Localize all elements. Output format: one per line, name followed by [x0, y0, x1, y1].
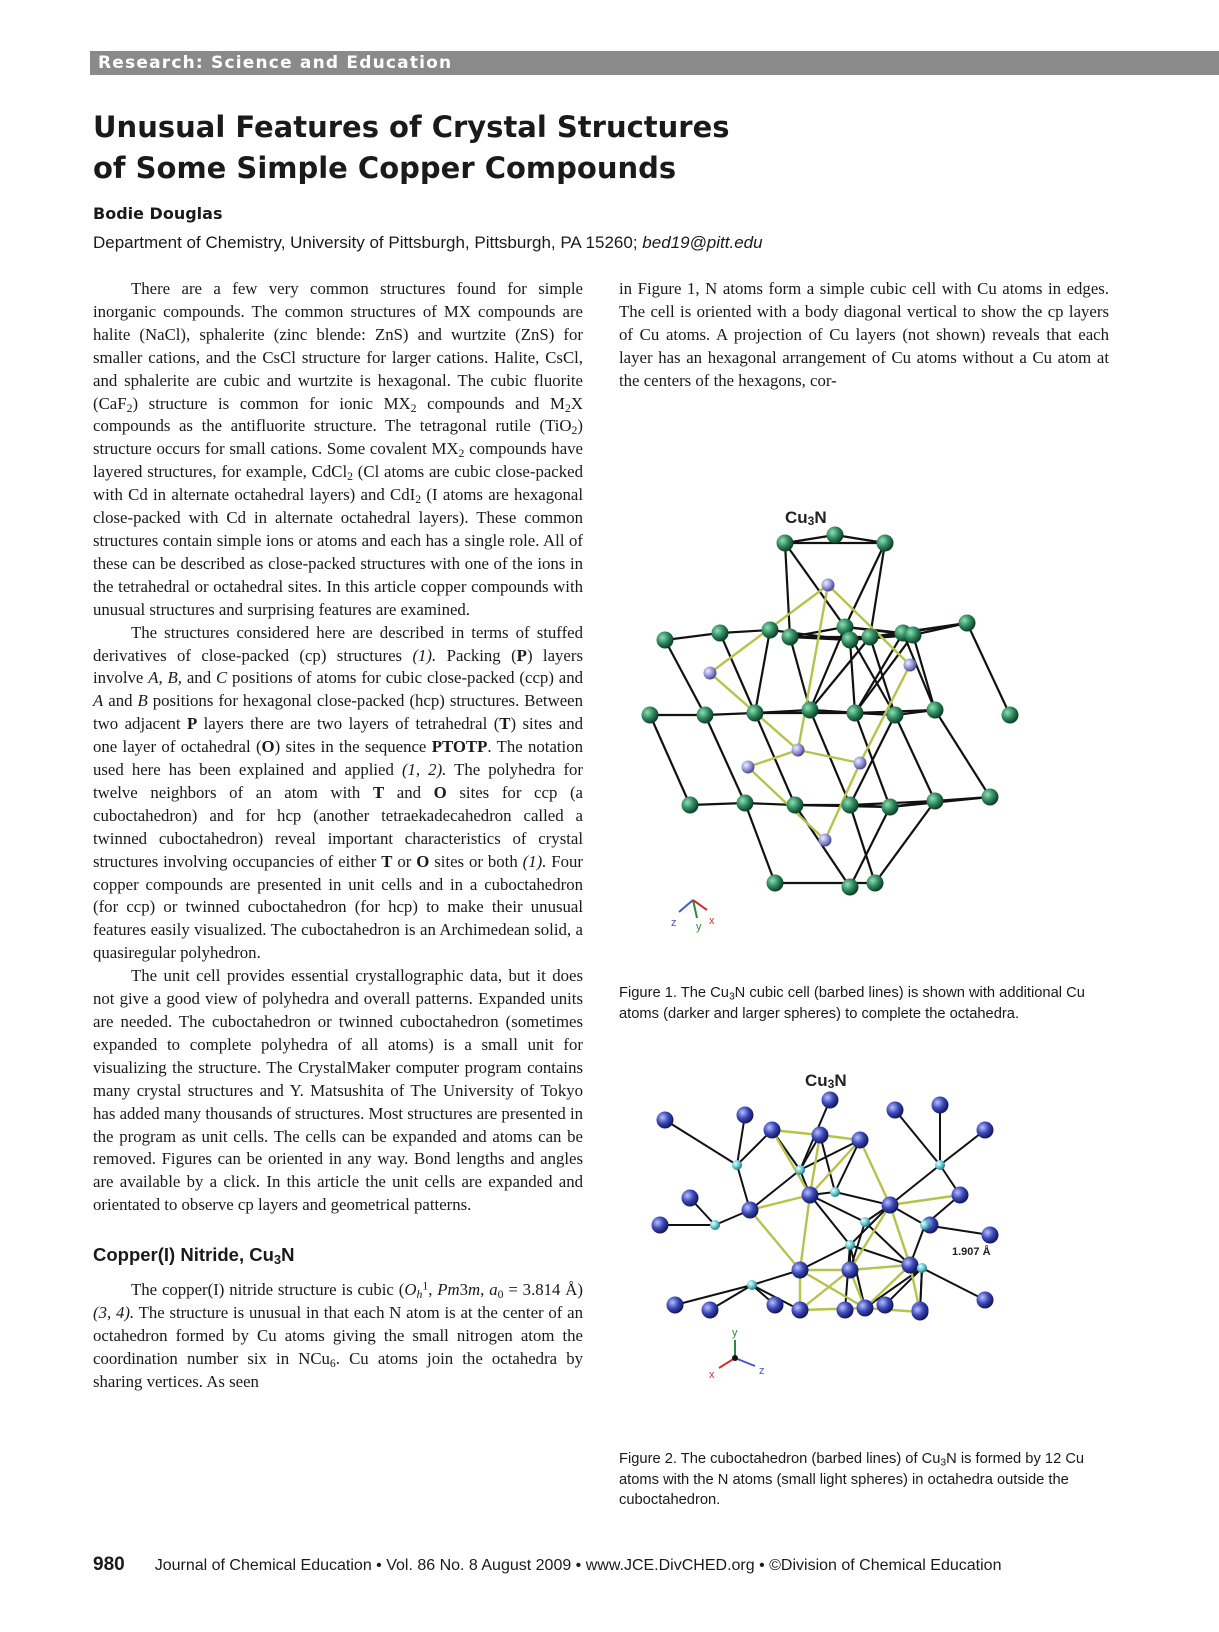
cu-atom: [742, 1202, 759, 1219]
bond-line: [895, 715, 935, 801]
svg-text:z: z: [759, 1365, 765, 1377]
cu-atom: [852, 1132, 869, 1149]
cu-atom: [842, 879, 859, 896]
cu-atom: [959, 615, 976, 632]
cu-atom: [862, 629, 879, 646]
citation: (3, 4).: [93, 1303, 135, 1323]
n-atom: [920, 1220, 930, 1230]
cu-atom: [787, 797, 804, 814]
bond-line: [650, 715, 690, 805]
figure-1-caption: Figure 1. The $Cu_3N$ cubic cell (barbed lines) is shown with additional Cu atoms (darker and larger spheres) to complete the octahedra.: [619, 985, 1085, 1022]
cu-atom: [1002, 707, 1019, 724]
n-atom: [935, 1160, 945, 1170]
n-atom: [704, 667, 717, 680]
bond-line: [800, 1195, 810, 1270]
cu-atom: [842, 797, 859, 814]
cu-atom: [737, 795, 754, 812]
bond-line: [798, 585, 828, 750]
cu-atom: [867, 875, 884, 892]
cu-atom: [977, 1292, 994, 1309]
citation: (1, 2).: [401, 760, 447, 780]
figure-1-axes-icon: [671, 900, 715, 933]
cu-atom: [792, 1302, 809, 1319]
cu-atom: [657, 632, 674, 649]
cu-atom: [952, 1187, 969, 1204]
cu-atom: [642, 707, 659, 724]
bond-line: [750, 1210, 800, 1270]
n-atom: [854, 757, 867, 770]
cu-atom: [847, 705, 864, 722]
bond-line: [865, 1268, 922, 1308]
bond-line: [785, 543, 790, 637]
cu-atom: [652, 1217, 669, 1234]
bond-line: [850, 1205, 890, 1270]
bond-line: [755, 630, 770, 713]
affiliation-text: Department of Chemistry, University of Pittsburgh, Pittsburgh, PA 15260;: [93, 233, 643, 252]
cu-atom: [887, 1102, 904, 1119]
bond-line: [720, 633, 755, 713]
bond-line: [675, 1285, 752, 1305]
cu-atom: [767, 875, 784, 892]
cu-atom: [932, 1097, 949, 1114]
cu-atom: [857, 1300, 874, 1317]
cu-atom: [697, 707, 714, 724]
n-atom: [819, 834, 832, 847]
cu-atom: [905, 627, 922, 644]
n-atom: [845, 1240, 855, 1250]
paragraph-cu3n-continued: in Figure 1, N atoms form a simple cubic cell with Cu atoms in edges. The cell is oriented with a body diagonal vertical to show the cp layers of Cu atoms. A projection of Cu layers (not shown) reveals that each layer has an hexagonal arrangement of Cu atoms without a Cu atom at the centers of the hexagons, cor-: [619, 279, 1109, 390]
svg-text:z: z: [671, 917, 677, 929]
n-atom: [732, 1160, 742, 1170]
svg-text:x: x: [709, 1369, 715, 1381]
cu-atom: [887, 707, 904, 724]
citation: (1).: [412, 645, 437, 665]
title-line-1: Unusual Features of Crystal Structures: [93, 110, 730, 144]
n-atom: [792, 744, 805, 757]
bond-line: [895, 1110, 940, 1165]
n-atom: [830, 1187, 840, 1197]
cu-atom: [682, 797, 699, 814]
cu-atom: [822, 1092, 839, 1109]
bond-line: [850, 1265, 910, 1270]
svg-text:x: x: [709, 915, 715, 927]
author-name: Bodie Douglas: [93, 204, 223, 223]
bond-line: [940, 1130, 985, 1165]
bond-line: [875, 801, 935, 883]
figure-2-cuboctahedron: [660, 1071, 1060, 1440]
author-email: bed19@pitt.edu: [642, 233, 763, 252]
figure-2-caption: Figure 2. The cuboctahedron (barbed lines) of $Cu_3N$ is formed by 12 Cu atoms with the N atoms (small light spheres) in octahedra outside the cuboctahedron.: [619, 1451, 1085, 1508]
cu-atom: [877, 535, 894, 552]
figure-1-label: $Cu_3N$: [785, 508, 827, 528]
article-title: [93, 107, 730, 189]
journal-citation: Journal of Chemical Education • Vol. 86 No. 8 August 2009 • www.JCE.DivCHED.org • ©Division of Chemical Education: [154, 1557, 1002, 1574]
bond-line: [922, 1268, 985, 1300]
n-atom: [710, 1220, 720, 1230]
figure-2-axes-icon: [709, 1327, 765, 1381]
cu-atom: [657, 1112, 674, 1129]
cu-atom: [667, 1297, 684, 1314]
bond-line: [785, 543, 845, 627]
bond-line: [850, 807, 890, 887]
cu-atom: [837, 1302, 854, 1319]
cu-atom: [802, 1187, 819, 1204]
cu-atom: [702, 1302, 719, 1319]
cu-atom: [842, 1262, 859, 1279]
cu-atom: [982, 1227, 999, 1244]
cu-atom: [977, 1122, 994, 1139]
n-atom: [742, 761, 755, 774]
title-line-2: of Some Simple Copper Compounds: [93, 151, 677, 185]
section-label: Research: Science and Education: [90, 51, 1219, 75]
cu-atom: [712, 625, 729, 642]
cu-atom: [737, 1107, 754, 1124]
n-atom: [822, 579, 835, 592]
figure-1-cu3n-cell: [645, 505, 1065, 970]
right-column: [619, 278, 1109, 393]
bond-line: [665, 640, 705, 715]
cu-atom: [877, 1297, 894, 1314]
bond-line: [745, 803, 775, 883]
n-atom: [747, 1280, 757, 1290]
bond-line: [935, 710, 990, 797]
cu-atom: [782, 629, 799, 646]
cu-atom: [842, 632, 859, 649]
n-atom: [795, 1165, 805, 1175]
cu-atom: [792, 1262, 809, 1279]
cu-atom: [912, 1304, 929, 1321]
cu-atom: [882, 799, 899, 816]
cu-atom: [777, 535, 794, 552]
cu-atom: [682, 1190, 699, 1207]
cu-atom: [927, 702, 944, 719]
bond-line: [820, 1135, 835, 1192]
bond-line: [913, 635, 935, 710]
page-number: 980: [93, 1554, 125, 1575]
paragraph-cu3n: The copper(I) nitride structure is cubic ($O_h^1$, Pm3m, $a_0 = 3.814$ Å) (3, 4). The structure is unusual in that each N atom is at the center of an octahedron formed by Cu atoms giving the small nitrogen atom the coordination number six in NCu$_6$. Cu atoms join the octahedra by sharing vertices. As seen: [93, 1279, 584, 1391]
left-column: [93, 278, 583, 1394]
bond-line: [800, 1308, 865, 1310]
figure-2-label: $Cu_3N$: [805, 1071, 847, 1091]
n-atom: [904, 659, 917, 672]
bond-line: [798, 750, 860, 763]
paragraph-intro-2: The structures considered here are described in terms of stuffed derivatives of close-packed (cp) structures (1). Packing (P) layers involve A, B, and C positions of atoms for cubic close-packed (ccp) and A and B positions for hexagonal close-packed (hcp) structures. Between two adjacent P layers there are two layers of tetrahedral (T) sites and one layer of octahedral (O) sites in the sequence PTOTP. The notation used here has been explained and applied (1, 2). The polyhedra for twelve neighbors of an atom with T and O sites for ccp (a cuboctahedron) and for hcp (another tetraekadecahedron called a twinned cuboctahedron) reveal important characteristics of crystal structures involving occupancies of either T or O sites or both (1). Four copper compounds are presented in unit cells and in a cuboctahedron (for ccp) or twinned cuboctahedron (for hcp) to make their unusual features easily visualized. The cuboctahedron is an Archimedean solid, a quasiregular polyhedron.: [93, 622, 584, 963]
bond-line: [967, 623, 1010, 715]
svg-text:y: y: [696, 921, 702, 933]
bond-line: [810, 1195, 865, 1222]
bond-length-label: 1.907 Å: [952, 1246, 991, 1258]
cu-atom: [827, 527, 844, 544]
cu-atom: [902, 1257, 919, 1274]
n-atom: [860, 1217, 870, 1227]
bond-line: [810, 1195, 850, 1245]
paragraph-intro-3: The unit cell provides essential crystallographic data, but it does not give a good view of polyhedra and overall patterns. Expanded units are needed. The cuboctahedron or twinned cuboctahedron (sometimes expanded to complete polyhedra of all atoms) is a small unit for visualizing the structure. The CrystalMaker computer program contains many crystal structures and Y. Matsushita of The University of Tokyo has added many thousands of structures. Most structures are presented in the program as unit cells. The cells can be expanded and atoms can be removed. Figures can be oriented in any way. Bond lengths and angles are available by a click. In this article the unit cells are expanded and orientated to observe cp layers and geometrical patterns.: [93, 966, 583, 1215]
cu-atom: [764, 1122, 781, 1139]
svg-text:y: y: [732, 1327, 738, 1339]
author-affiliation: [93, 232, 763, 254]
cu-atom: [927, 793, 944, 810]
section-heading-cu3n: Copper(I) Nitride, $Cu_3N$: [93, 1244, 295, 1268]
citation: (1).: [522, 851, 547, 871]
bond-line: [810, 637, 870, 710]
n-atom: [917, 1263, 927, 1273]
page-footer: [93, 1553, 1109, 1578]
bond-line: [705, 715, 745, 803]
cu-atom: [767, 1297, 784, 1314]
cu-atom: [762, 622, 779, 639]
cu-atom: [982, 789, 999, 806]
bond-line: [835, 1140, 860, 1192]
bond-line: [665, 1120, 737, 1165]
cu-atom: [882, 1197, 899, 1214]
cu-atom: [747, 705, 764, 722]
bond-line: [850, 640, 855, 713]
cu-atom: [812, 1127, 829, 1144]
cu-atom: [802, 702, 819, 719]
bond-line: [860, 1140, 890, 1205]
paragraph-intro-1: There are a few very common structures found for simple inorganic compounds. The common structures of MX compounds are halite (NaCl), sphalerite (zinc blende: ZnS) and wurtzite (ZnS) for smaller cations, and the CsCl structure for larger cations. Halite, CsCl, and sphalerite are cubic and wurtzite is hexagonal. The cubic fluorite (CaF$_2$) structure is common for ionic $MX_2$ compounds and $M_2X$ compounds as the antifluorite structure. The tetragonal rutile (TiO$_2$) structure occurs for small cations. Some covalent $MX_2$ compounds have layered structures, for example, CdCl$_2$ (Cl atoms are cubic close-packed with Cd in alternate octahedral layers) and CdI$_2$ (I atoms are hexagonal close-packed with Cd in alternate octahedral layers). These common structures contain simple ions or atoms and each has a single role. All of these can be described as close-packed structures with one of the ions in the tetrahedral or octahedral sites. In this article copper compounds with unusual structures and surprising features are examined.: [93, 279, 583, 619]
